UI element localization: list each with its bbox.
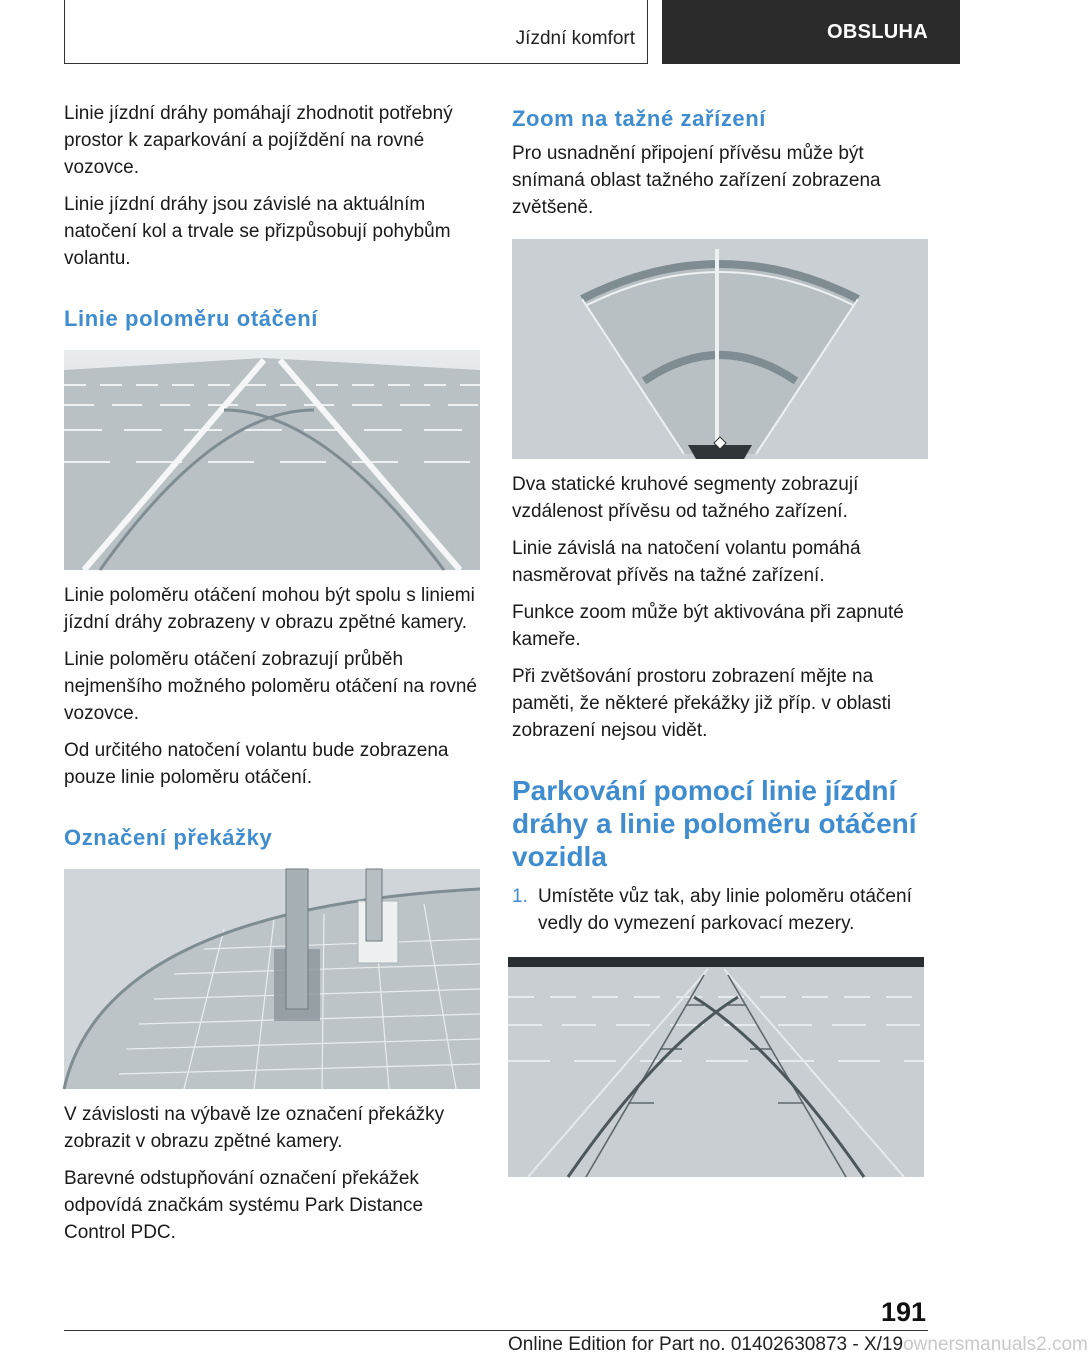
header-section-title: Jízdní komfort	[515, 28, 635, 49]
right-column	[512, 100, 928, 1177]
turning-radius-image	[64, 350, 480, 570]
parking-lines-image	[508, 957, 924, 1177]
left-column	[64, 100, 480, 1256]
paragraph: Linie jízdní dráhy jsou závislé na aktuálním natočení kol a trvale se přizpůsobují pohybům volantu.	[64, 194, 451, 269]
header-chapter-tab: OBSLUHA	[662, 0, 960, 64]
paragraph: Barevné odstupňování označení překážek odpovídá značkám systému Park Distance Control PDC.	[64, 1168, 424, 1243]
footer-rule	[64, 1330, 928, 1331]
heading-turning-radius: Linie poloměru otáčení	[64, 306, 319, 331]
trailer-hitch-zoom-image	[512, 239, 928, 459]
step-number: 1.	[512, 886, 528, 907]
paragraph: Linie závislá na natočení volantu pomáhá nasměrovat přívěs na tažné zařízení.	[512, 538, 861, 586]
footer-edition	[508, 1334, 1088, 1356]
paragraph: Linie poloměru otáčení zobrazují průběh nejmenšího možného poloměru otáčení na rovné vozovce.	[64, 649, 477, 724]
page-number: 191	[880, 1297, 926, 1327]
paragraph: Dva statické kruhové segmenty zobrazují vzdálenost přívěsu od tažného zařízení.	[512, 474, 859, 522]
paragraph: Funkce zoom může být aktivována při zapnuté kameře.	[512, 602, 904, 650]
heading-obstacle-marking: Označení překážky	[64, 825, 273, 850]
footer-edition-text: Online Edition for Part no. 01402630873 - X/19	[508, 1334, 904, 1355]
heading-parking-lines: Parkování pomocí linie jízdní dráhy a linie poloměru otáčení vozidla	[512, 775, 917, 872]
step-1	[512, 883, 928, 937]
paragraph: Linie jízdní dráhy pomáhají zhodnotit potřebný prostor k zaparkování a pojíždění na rovné vozovce.	[64, 103, 453, 178]
obstacle-marking-image	[64, 869, 480, 1089]
heading-zoom-hitch: Zoom na tažné zařízení	[512, 106, 767, 131]
paragraph: Linie poloměru otáčení mohou být spolu s liniemi jízdní dráhy zobrazeny v obrazu zpětné kamery.	[64, 585, 475, 633]
paragraph: Při zvětšování prostoru zobrazení mějte na paměti, že některé překážky již příp. v oblasti zobrazení nejsou vidět.	[512, 666, 892, 741]
paragraph: V závislosti na výbavě lze označení překážky zobrazit v obrazu zpětné kamery.	[64, 1104, 445, 1152]
paragraph: Od určitého natočení volantu bude zobrazena pouze linie poloměru otáčení.	[64, 740, 449, 788]
footer-watermark: ownersmanuals2.com	[903, 1334, 1088, 1355]
paragraph: Pro usnadnění připojení přívěsu může být snímaná oblast tažného zařízení zobrazena zvětšeně.	[512, 143, 881, 218]
step-text: Umístěte vůz tak, aby linie poloměru otáčení vedly do vymezení parkovací mezery.	[538, 886, 912, 934]
